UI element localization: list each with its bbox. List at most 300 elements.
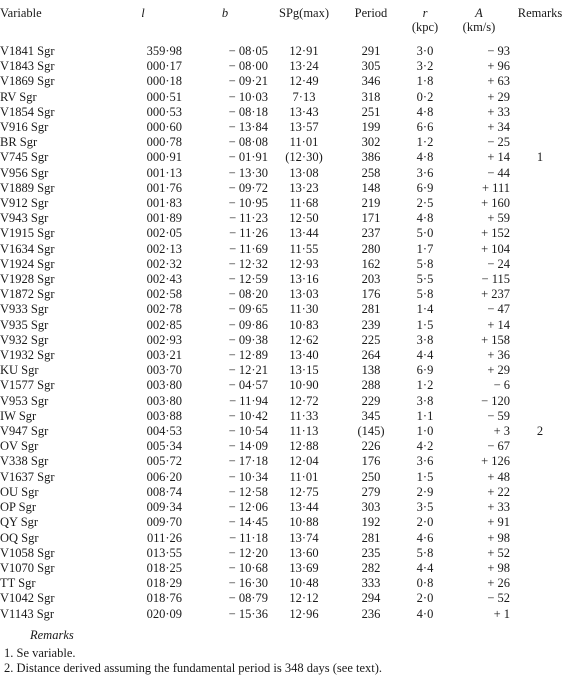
cell-b: − 10·95 [228,196,268,211]
cell-period: 250 [361,469,381,484]
cell-b: − 10·68 [228,560,268,575]
cell-b: − 12·58 [228,484,268,499]
cell-spg-max: 11·33 [289,408,319,423]
cell-remarks [510,485,570,500]
cell-l: 000·53 [146,104,182,119]
cell-l: 000·17 [146,59,182,74]
cell-l: 001·83 [146,196,182,211]
header-variable: Variable [0,6,42,20]
cell-remarks [510,454,570,469]
cell-r: 4·2 [416,439,434,454]
cell-a: + 14 [487,317,510,332]
cell-b: − 17·18 [228,454,268,469]
cell-b: − 10·42 [228,408,268,423]
table-row [0,394,570,409]
cell-period: 251 [361,104,381,119]
cell-r: 2·5 [416,196,434,211]
cell-variable: V1872 Sgr [0,287,55,302]
cell-r: 4·4 [416,560,434,575]
cell-spg-max: 13·44 [289,500,319,515]
cell-period: 236 [361,606,381,621]
cell-a: − 115 [481,272,510,287]
cell-l: 001·13 [146,165,182,180]
cell-r: 5·0 [416,226,434,241]
cell-remarks [510,409,570,424]
cell-r: 4·0 [416,606,434,621]
cell-b: − 12·32 [228,256,268,271]
cell-period: 318 [361,89,381,104]
cell-remarks [510,59,570,74]
cell-remarks [510,546,570,561]
cell-r: 1·7 [416,241,434,256]
cell-period: 239 [361,317,381,332]
cell-variable: V943 Sgr [0,211,49,226]
cell-period: 291 [361,44,381,58]
cell-l: 000·60 [146,120,182,135]
cell-r: 2·9 [416,484,434,499]
cell-r: 2·0 [416,591,434,606]
header-r-unit: (kpc) [411,20,439,34]
cell-spg-max: 12·96 [289,606,319,621]
table-row [0,181,570,196]
cell-r: 3·2 [416,59,434,74]
cell-spg-max: 13·74 [289,530,319,545]
cell-period: 219 [361,196,381,211]
header-l: l [141,6,145,20]
cell-r: 1·0 [416,424,434,439]
cell-a: + 33 [487,104,510,119]
cell-b: − 09·72 [228,180,268,195]
table-row [0,196,570,211]
cell-remarks [510,531,570,546]
table-row [0,348,570,363]
cell-l: 005·34 [146,439,182,454]
cell-remarks [510,196,570,211]
cell-spg-max: 13·40 [289,348,319,363]
header-spg-max: SPg(max) [279,6,329,20]
cell-period: 237 [361,226,381,241]
cell-spg-max: 12·12 [289,591,319,606]
cell-b: − 14·45 [228,515,268,530]
cell-b: − 12·20 [228,545,268,560]
table-row [0,287,570,302]
cell-r: 5·8 [416,256,434,271]
cell-l: 000·18 [146,74,182,89]
cell-period: 280 [361,241,381,256]
cell-a: + 98 [487,560,510,575]
cell-remarks [510,135,570,150]
table-row [0,515,570,530]
cell-l: 000·78 [146,135,182,150]
header-remarks: Remarks [517,6,563,20]
table-row [0,454,570,469]
cell-l: 018·25 [146,560,182,575]
cell-r: 1·8 [416,74,434,89]
cell-remarks [510,363,570,378]
cell-spg-max: 13·57 [289,120,319,135]
cell-spg-max: 11·68 [289,196,319,211]
cell-spg-max: 13·15 [289,363,319,378]
cell-remarks [510,74,570,89]
cell-variable: V1869 Sgr [0,74,55,89]
cell-b: − 11·23 [229,211,268,226]
cell-a: + 160 [481,196,510,211]
cell-a: + 96 [487,59,510,74]
cell-a: + 34 [487,120,510,135]
variables-table [0,6,570,622]
cell-b: − 09·65 [228,302,268,317]
cell-r: 1·1 [416,408,434,423]
cell-r: 4·8 [416,150,434,165]
cell-l: 003·80 [146,393,182,408]
header-period: Period [354,6,388,20]
table-row [0,546,570,561]
cell-a: + 63 [487,74,510,89]
cell-variable: V933 Sgr [0,302,49,317]
cell-remarks [510,166,570,181]
table-row [0,272,570,287]
cell-a: + 152 [481,226,510,241]
cell-remarks [510,226,570,241]
cell-period: 235 [361,545,381,560]
cell-period: 176 [361,287,381,302]
cell-a: − 44 [487,165,510,180]
cell-b: − 04·57 [228,378,268,393]
cell-period: 138 [361,363,381,378]
cell-spg-max: 12·75 [289,484,319,499]
cell-spg-max: 11·55 [289,241,319,256]
cell-r: 6·9 [416,180,434,195]
cell-r: 5·8 [416,287,434,302]
cell-period: 199 [361,120,381,135]
cell-remarks [510,439,570,454]
table-row [0,318,570,333]
cell-variable: V338 Sgr [0,454,49,469]
cell-remarks [510,607,570,622]
cell-variable: QY Sgr [0,515,39,530]
cell-period: 281 [361,302,381,317]
cell-period: 294 [361,591,381,606]
cell-remarks [510,378,570,393]
cell-variable: V745 Sgr [0,150,49,165]
cell-a: + 158 [481,332,510,347]
cell-period: 176 [361,454,381,469]
cell-variable: V947 Sgr [0,424,49,439]
cell-variable: V1843 Sgr [0,59,55,74]
cell-r: 5·8 [416,545,434,560]
cell-remarks [510,287,570,302]
table-row [0,257,570,272]
cell-l: 003·70 [146,363,182,378]
cell-a: + 48 [487,469,510,484]
cell-l: 002·58 [146,287,182,302]
cell-l: 005·72 [146,454,182,469]
header-a: A (km/s) [462,6,496,34]
cell-a: − 24 [487,256,510,271]
cell-spg-max: 10·90 [289,378,319,393]
cell-period: 386 [361,150,381,165]
header-a-unit: (km/s) [462,20,496,34]
table-row [0,59,570,74]
cell-b: − 09·21 [228,74,268,89]
table-row [0,439,570,454]
cell-spg-max: 13·16 [289,272,319,287]
cell-b: − 11·94 [229,393,268,408]
table-row [0,363,570,378]
cell-l: 359·98 [146,44,182,58]
cell-r: 5·5 [416,272,434,287]
cell-remarks [510,333,570,348]
cell-a: − 25 [487,135,510,150]
cell-period: 148 [361,180,381,195]
cell-l: 001·76 [146,180,182,195]
cell-period: 281 [361,530,381,545]
cell-variable: V953 Sgr [0,393,49,408]
cell-b: − 08·18 [228,104,268,119]
cell-spg-max: 12·93 [289,256,319,271]
cell-remarks [510,302,570,317]
cell-variable: V1634 Sgr [0,241,55,256]
cell-remarks [510,318,570,333]
cell-spg-max: 12·62 [289,332,319,347]
cell-period: 346 [361,74,381,89]
cell-a: + 3 [493,424,510,439]
cell-l: 001·89 [146,211,182,226]
cell-a: + 111 [482,180,510,195]
cell-l: 003·80 [146,378,182,393]
cell-r: 1·2 [416,378,434,393]
cell-r: 3·6 [416,454,434,469]
cell-period: 345 [361,408,381,423]
cell-remarks [510,500,570,515]
cell-variable: V932 Sgr [0,332,49,347]
cell-r: 1·5 [416,469,434,484]
cell-period: 203 [361,272,381,287]
table-row [0,424,570,439]
cell-a: + 14 [487,150,510,165]
cell-spg-max: 11·30 [289,302,319,317]
cell-l: 006·20 [146,469,182,484]
cell-l: 008·74 [146,484,182,499]
table-row [0,74,570,89]
table-row [0,44,570,59]
cell-spg-max: 12·88 [289,439,319,454]
cell-period: 305 [361,59,381,74]
cell-period: 303 [361,500,381,515]
cell-b: − 12·21 [228,363,268,378]
cell-spg-max: 11·01 [289,135,319,150]
table-row [0,150,570,165]
cell-a: + 29 [487,363,510,378]
cell-b: − 12·59 [228,272,268,287]
cell-spg-max: 13·23 [289,180,319,195]
cell-remarks: 2 [536,424,544,439]
cell-variable: V1928 Sgr [0,272,55,287]
cell-period: 288 [361,378,381,393]
cell-variable: RV Sgr [0,89,37,104]
cell-r: 3·0 [416,44,434,58]
remarks-section [0,628,570,676]
cell-a: + 91 [487,515,510,530]
cell-b: − 16·30 [228,576,268,591]
cell-remarks [510,470,570,485]
cell-r: 2·0 [416,515,434,530]
cell-r: 0·2 [416,89,434,104]
cell-b: − 11·26 [229,226,268,241]
cell-r: 6·6 [416,120,434,135]
header-b: b [221,6,229,20]
cell-period: 162 [361,256,381,271]
header-row [0,6,570,44]
cell-a: + 52 [487,545,510,560]
cell-r: 4·4 [416,348,434,363]
cell-variable: V1042 Sgr [0,591,55,606]
cell-a: + 22 [487,484,510,499]
cell-remarks [510,394,570,409]
cell-b: − 11·18 [229,530,268,545]
table-row [0,607,570,622]
cell-variable: V1070 Sgr [0,560,55,575]
table-row [0,135,570,150]
cell-spg-max: 12·04 [289,454,319,469]
cell-variable: IW Sgr [0,408,37,423]
cell-variable: OV Sgr [0,439,39,454]
cell-l: 011·26 [147,530,182,545]
cell-b: − 15·36 [228,606,268,621]
cell-spg-max: 12·50 [289,211,319,226]
cell-remarks [510,348,570,363]
cell-a: + 36 [487,348,510,363]
cell-b: − 08·08 [228,135,268,150]
table-row [0,120,570,135]
table-body [0,44,570,622]
cell-l: 003·21 [146,348,182,363]
cell-l: 009·70 [146,515,182,530]
cell-r: 1·2 [416,135,434,150]
cell-b: − 12·06 [228,500,268,515]
cell-l: 000·51 [146,89,182,104]
cell-r: 3·8 [416,332,434,347]
cell-variable: V1889 Sgr [0,180,55,195]
table-row [0,242,570,257]
remarks-heading: Remarks [30,628,74,642]
cell-period: 333 [361,576,381,591]
cell-b: − 10·03 [228,89,268,104]
cell-r: 4·8 [416,211,434,226]
cell-a: + 98 [487,530,510,545]
cell-remarks [510,257,570,272]
cell-spg-max: 13·08 [289,165,319,180]
table-row [0,90,570,105]
cell-l: 020·09 [146,606,182,621]
cell-a: + 29 [487,89,510,104]
cell-spg-max: 13·24 [289,59,319,74]
cell-remarks [510,181,570,196]
cell-remarks [510,105,570,120]
cell-a: − 6 [493,378,510,393]
cell-r: 4·8 [416,104,434,119]
cell-variable: V1143 Sgr [0,606,55,621]
cell-a: − 52 [487,591,510,606]
cell-spg-max: 10·88 [289,515,319,530]
cell-period: 302 [361,135,381,150]
cell-a: + 59 [487,211,510,226]
cell-a: − 120 [481,393,510,408]
remark-note-2: 2. Distance derived assuming the fundamental period is 348 days (see text). [4,661,383,675]
table-row [0,561,570,576]
cell-variable: V1932 Sgr [0,348,55,363]
cell-spg-max: 13·44 [289,226,319,241]
cell-remarks [510,515,570,530]
cell-variable: V1924 Sgr [0,256,55,271]
cell-b: − 08·00 [228,59,268,74]
cell-remarks [510,120,570,135]
cell-a: − 59 [487,408,510,423]
header-r: r (kpc) [411,6,439,34]
cell-period: 229 [361,393,381,408]
cell-remarks: 1 [536,150,544,165]
cell-l: 002·93 [146,332,182,347]
remark-note-1: 1. Se variable. [4,646,76,660]
cell-period: 282 [361,560,381,575]
cell-variable: V1854 Sgr [0,104,55,119]
cell-spg-max: 10·83 [289,317,319,332]
cell-b: − 10·54 [228,424,268,439]
cell-variable: V1058 Sgr [0,545,55,560]
cell-spg-max: 13·60 [289,545,319,560]
cell-b: − 09·38 [228,332,268,347]
cell-remarks [510,561,570,576]
cell-a: + 26 [487,576,510,591]
cell-b: − 12·89 [228,348,268,363]
cell-spg-max: 12·72 [289,393,319,408]
cell-spg-max: 13·03 [289,287,319,302]
cell-variable: V912 Sgr [0,196,49,211]
cell-remarks [510,242,570,257]
cell-r: 6·9 [416,363,434,378]
cell-b: − 09·86 [228,317,268,332]
cell-a: + 104 [481,241,510,256]
cell-remarks [510,272,570,287]
cell-period: (145) [357,424,385,439]
cell-variable: V956 Sgr [0,165,49,180]
cell-b: − 08·79 [228,591,268,606]
cell-spg-max: 13·43 [289,104,319,119]
cell-b: − 14·09 [228,439,268,454]
cell-spg-max: 10·48 [289,576,319,591]
cell-variable: V1915 Sgr [0,226,55,241]
cell-a: + 237 [481,287,510,302]
cell-variable: V1841 Sgr [0,44,55,58]
cell-l: 003·88 [146,408,182,423]
cell-r: 4·6 [416,530,434,545]
table-row [0,166,570,181]
cell-l: 002·43 [146,272,182,287]
cell-l: 002·32 [146,256,182,271]
cell-variable: KU Sgr [0,363,39,378]
cell-a: − 93 [487,44,510,58]
cell-variable: BR Sgr [0,135,38,150]
cell-variable: V1637 Sgr [0,469,55,484]
cell-period: 264 [361,348,381,363]
cell-l: 002·85 [146,317,182,332]
cell-a: − 47 [487,302,510,317]
cell-l: 002·13 [146,241,182,256]
cell-variable: OU Sgr [0,484,39,499]
table-row [0,576,570,591]
cell-l: 013·55 [146,545,182,560]
cell-remarks [510,90,570,105]
